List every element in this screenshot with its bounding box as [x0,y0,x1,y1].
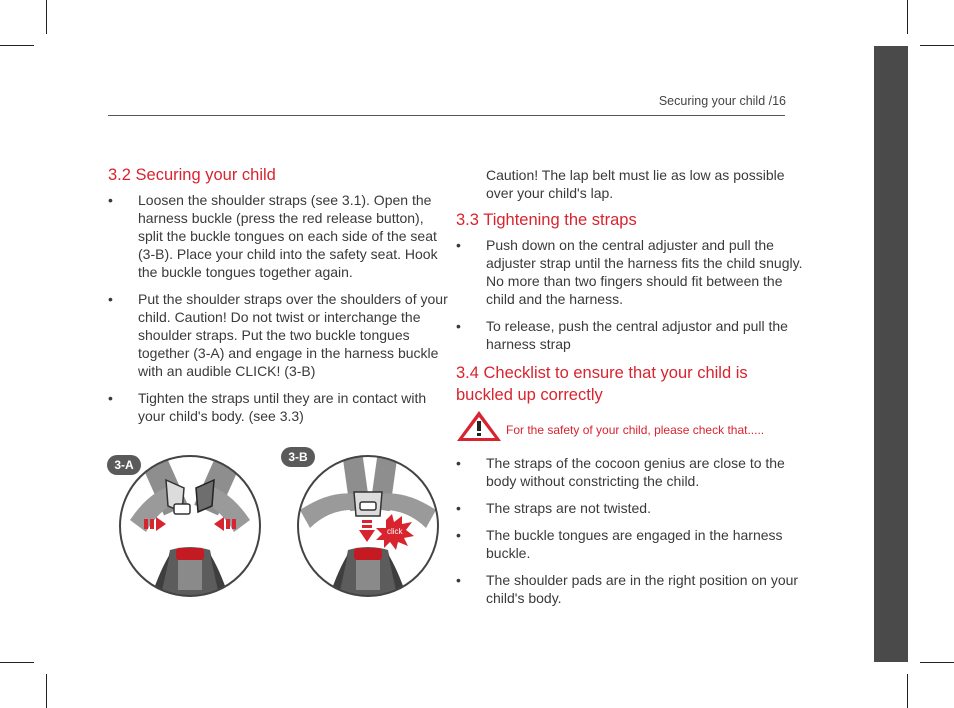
left-column [108,164,448,431]
side-tab [874,46,908,662]
list-item-text: The shoulder pads are in the right position on your child's body. [486,572,799,606]
caution-note: Caution! The lap belt must lie as low as possible over your child's lap. [486,167,785,201]
crop-mark [0,45,34,46]
list-item [456,236,812,308]
buckle-engage-illustration [290,450,450,600]
figure-3-a [110,450,270,600]
bullet-glyph: • [456,572,461,588]
list-item [456,499,812,517]
list-item [456,454,812,490]
header-rule [108,115,785,116]
bullet-glyph: • [108,291,113,307]
page-header: Securing your child /16 [658,94,786,108]
crop-mark [46,0,47,34]
bullet-glyph: • [456,500,461,516]
figure-badge-3-a: 3-A [107,455,141,475]
list-item-text: Push down on the central adjuster and pull the adjuster strap until the harness fits the child snugly. No more than two fingers should fit between the child and the harness. [486,237,803,307]
right-column [456,166,812,613]
list-item-text: The straps are not twisted. [486,500,651,516]
bullet-glyph: • [456,455,461,471]
list-item [456,526,812,562]
warning-icon [456,410,502,442]
section-heading-3-2: 3.2 Securing your child [108,166,276,184]
bullet-glyph: • [108,390,113,406]
list-item [108,191,448,281]
bullet-glyph: • [456,237,461,253]
crop-mark [920,45,954,46]
list-item [456,571,812,607]
bullet-glyph: • [108,192,113,208]
list-item [108,290,448,380]
crop-mark [920,662,954,663]
warning-text: For the safety of your child, please check that..... [506,423,765,437]
figure-badge-3-b: 3-B [281,447,315,467]
list-item [108,389,448,425]
crop-mark [0,662,34,663]
section-heading-3-3: 3.3 Tightening the straps [456,211,637,229]
bullet-glyph: • [456,318,461,334]
crop-mark [46,674,47,708]
list-item-text: Put the shoulder straps over the shoulders of your child. Caution! Do not twist or interchange the shoulder straps. Put the two buckle tongues together (3-A) and engage in the harness buckle with an audible CLICK! (3-B) [138,291,448,379]
section-heading-3-4: 3.4 Checklist to ensure that your child is buckled up correctly [456,364,748,404]
list-item [456,317,812,353]
warning-row [456,410,812,442]
bullet-glyph: • [456,527,461,543]
list-item-text: The straps of the cocoon genius are close to the body without constricting the child. [486,455,785,489]
figure-3-b [290,450,450,600]
list-item-text: Loosen the shoulder straps (see 3.1). Open the harness buckle (press the red release button), split the buckle tongues on each side of the seat (3-B). Place your child into the safety seat. Hook the buckle tongues together again. [138,192,438,280]
click-label: click [387,527,403,536]
list-item-text: The buckle tongues are engaged in the harness buckle. [486,527,783,561]
crop-mark [907,674,908,708]
list-item-text: To release, push the central adjustor and pull the harness strap [486,318,788,352]
list-item-text: Tighten the straps until they are in contact with your child's body. (see 3.3) [138,390,427,424]
crop-mark [907,0,908,34]
